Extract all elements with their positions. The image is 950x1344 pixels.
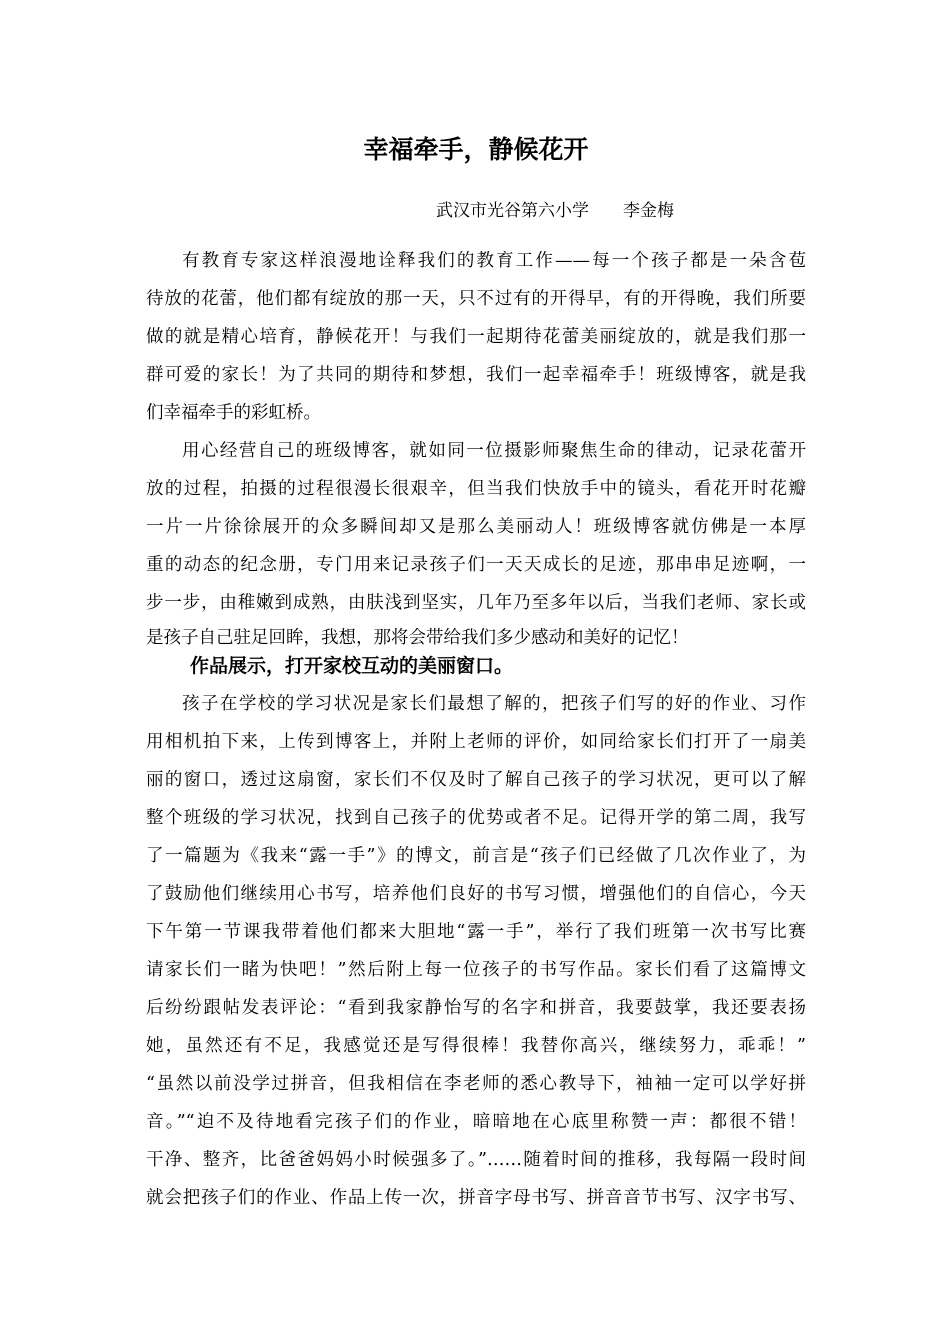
paragraph-line: 群可爱的家长！为了共同的期待和梦想，我们一起幸福牵手！班级博客，就是我: [146, 365, 806, 385]
paragraph-line: 用心经营自己的班级博客，就如同一位摄影师聚焦生命的律动，记录花蕾开: [182, 441, 806, 461]
paragraph-line: 就会把孩子们的作业、作品上传一次，拼音字母书写、拼音音节书写、汉字书写、: [146, 1188, 806, 1208]
paragraph-line: 用相机拍下来，上传到博客上，并附上老师的评价，如同给家长们打开了一扇美: [146, 732, 806, 752]
paragraph-line: 重的动态的纪念册，专门用来记录孩子们一天天成长的足迹，那串串足迹啊，一: [146, 555, 806, 575]
paragraph-line: 了一篇题为《我来“露一手”》的博文，前言是“孩子们已经做了几次作业了，为: [146, 846, 806, 866]
paragraph-line: 她，虽然还有不足，我感觉还是写得很棒！我替你高兴，继续努力，乖乖！”: [146, 1036, 806, 1056]
paragraph-line: 有教育专家这样浪漫地诠释我们的教育工作——每一个孩子都是一朵含苞: [182, 251, 806, 271]
paragraph-line: 放的过程，拍摄的过程很漫长很艰辛，但当我们快放手中的镜头，看花开时花瓣: [146, 479, 806, 499]
author-byline: [436, 196, 674, 226]
paragraph-line: 待放的花蕾，他们都有绽放的那一天，只不过有的开得早，有的开得晚，我们所要: [146, 289, 806, 309]
paragraph-line: “虽然以前没学过拼音，但我相信在李老师的悉心教导下，袖袖一定可以学好拼: [146, 1074, 806, 1094]
paragraph-line: 请家长们一睹为快吧！”然后附上每一位孩子的书写作品。家长们看了这篇博文: [146, 960, 806, 980]
paragraph-line: 干净、整齐，比爸爸妈妈小时候强多了。”……随着时间的推移，我每隔一段时间: [146, 1150, 806, 1170]
paragraph-line: 丽的窗口，透过这扇窗，家长们不仅及时了解自己孩子的学习状况，更可以了解: [146, 770, 806, 790]
paragraph-line: 音。”“迫不及待地看完孩子们的作业，暗暗地在心底里称赞一声：都很不错！: [146, 1112, 806, 1132]
paragraph-line: 一片一片徐徐展开的众多瞬间却又是那么美丽动人！班级博客就仿佛是一本厚: [146, 517, 806, 537]
document-title: 幸福牵手，静候花开: [363, 135, 589, 164]
paragraph-line: 孩子在学校的学习状况是家长们最想了解的，把孩子们写的好的作业、习作: [182, 694, 806, 714]
paragraph-line: 是孩子自己驻足回眸，我想，那将会带给我们多少感动和美好的记忆！: [146, 628, 689, 648]
paragraph-line: 做的就是精心培育，静候花开！与我们一起期待花蕾美丽绽放的，就是我们那一: [146, 327, 806, 347]
paragraph-line: 们幸福牵手的彩虹桥。: [146, 403, 321, 423]
paragraph-line: 整个班级的学习状况，找到自己孩子的优势或者不足。记得开学的第二周，我写: [146, 808, 806, 828]
paragraph-line: 下午第一节课我带着他们都来大胆地“露一手”，举行了我们班第一次书写比赛: [146, 922, 806, 942]
paragraph-line: 了鼓励他们继续用心书写，培养他们良好的书写习惯，增强他们的自信心，今天: [146, 884, 806, 904]
section-heading: 作品展示，打开家校互动的美丽窗口。: [190, 655, 514, 677]
paragraph-line: 步一步，由稚嫩到成熟，由肤浅到坚实，几年乃至多年以后，当我们老师、家长或: [146, 593, 806, 613]
paragraph-line: 后纷纷跟帖发表评论：“看到我家静怡写的名字和拼音，我要鼓掌，我还要表扬: [146, 998, 806, 1018]
author-name: 李金梅: [623, 201, 674, 221]
author-school: 武汉市光谷第六小学: [436, 201, 589, 221]
